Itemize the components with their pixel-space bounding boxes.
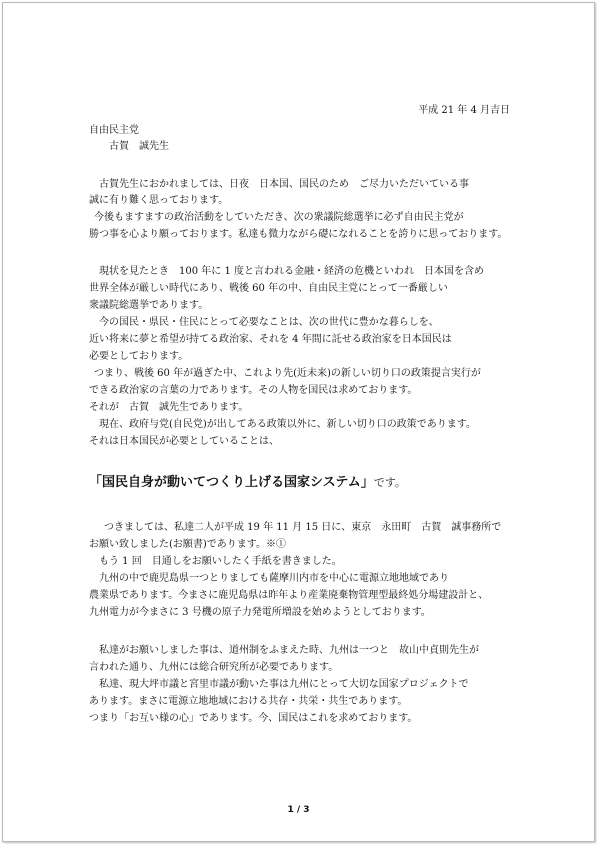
para2-line: 必要としております。	[89, 351, 189, 362]
para1-line: 古賀先生におかれましては、日夜 日本国、国民のため ご尽力いただいている事	[99, 179, 469, 190]
para2-line: 現在、政府与党(自民党)が出してある政策以外に、新しい切り口の政策であります。	[99, 419, 477, 430]
para2-line: つまり、戦後 60 年が過ぎた中、これより先(近未来)の新しい切り口の政策提言実行が	[94, 368, 481, 379]
recipient-org: 自由民主党	[89, 125, 139, 136]
para3-line: 九州電力が今まさに 3 号機の原子力発電所増設を始めようとしております。	[89, 607, 431, 618]
page-number: 1 / 3	[287, 805, 310, 815]
para2-line: 今の国民・県民・住民にとって必要なことは、次の世代に豊かな暮らしを、	[99, 317, 439, 328]
recipient-name: 古賀 誠先生	[109, 141, 169, 152]
para4-line: 私達、現大坪市議と宮里市議が動いた事は九州にとって大切な国家プロジェクトで	[99, 679, 469, 690]
emphasis-tail: です。	[373, 476, 406, 489]
para2-line: 世界全体が厳しい時代にあり、戦後 60 年の中、自由民主党にとって一番厳しい	[89, 283, 448, 294]
emphasis-bold: 「国民自身が動いてつくり上げる国家システム」	[89, 475, 374, 490]
para1-line: 誠に有り難く思っております。	[89, 195, 229, 206]
para3-line: お願い致しました(お願書)であります。※①	[89, 539, 287, 550]
emphasis-line	[89, 474, 406, 491]
para3-line: 九州の中で鹿児島県一つとりましても薩摩川内市を中心に電源立地地域であり	[99, 573, 449, 584]
para4-line: 私達がお願いしました事は、道州制をふまえた時、九州は一つと 故山中貞則先生が	[99, 645, 479, 656]
para3-line: 農業県であります。今まさに鹿児島県は昨年より産業廃棄物管理型最終処分場建設計と、	[89, 590, 489, 601]
para3-line: つきましては、私達二人が平成 19 年 11 月 15 日に、東京 永田町 古賀 誠事務所で	[104, 522, 502, 533]
para2-line: 近い将来に夢と希望が持てる政治家、それを 4 年間に託せる政治家を日本国民は	[89, 334, 452, 345]
document-page	[2, 2, 595, 842]
letter-date: 平成 21 年 4 月吉日	[418, 105, 510, 116]
para1-line: 今後もますますの政治活動をしていただき、次の衆議院総選挙に必ず自由民主党が	[94, 212, 464, 223]
para2-line: それが 古賀 誠先生であります。	[89, 402, 249, 413]
para2-line: できる政治家の言葉の力であります。その人物を国民は求めております。	[89, 385, 418, 396]
para4-line: 言われた通り、九州には総合研究所が必要であります。	[89, 662, 339, 673]
para2-line: 衆議院総選挙であります。	[89, 300, 209, 311]
para4-line: あります。まさに電源立地地域における共存・共栄・共生であります。	[89, 696, 408, 707]
para2-line: 現状を見たとき 100 年に 1 度と言われる金融・経済の危機といわれ 日本国を含め	[99, 266, 484, 277]
para1-line: 勝つ事を心より願っております。私達も微力ながら礎になれることを誇りに思っております。	[89, 229, 508, 240]
para3-line: もう 1 回 目通しをお願いしたく手紙を書きました。	[99, 556, 342, 567]
para2-line: それは日本国民が必要としていることは、	[89, 436, 279, 447]
para4-line: つまり「お互い様の心」であります。今、国民はこれを求めております。	[89, 713, 418, 724]
